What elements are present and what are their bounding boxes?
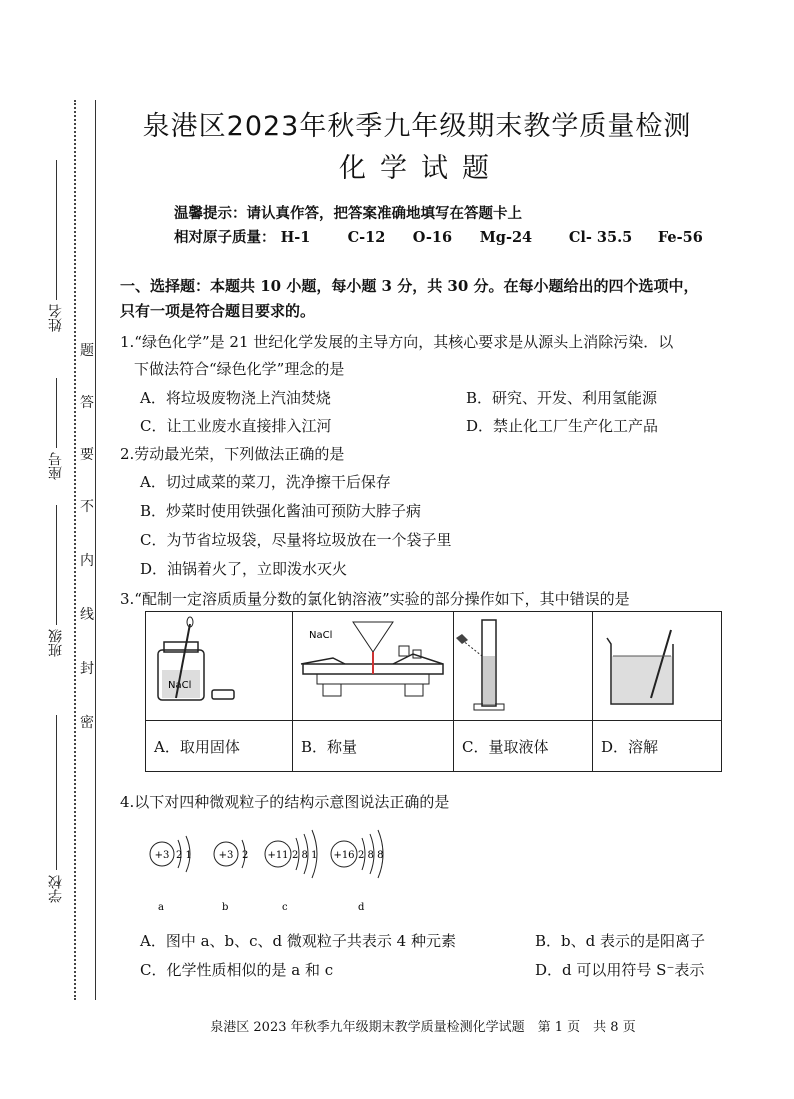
q3-option-d[interactable]: D．溶解 [593, 721, 722, 772]
tip-text: 温馨提示：请认真作答，把答案准确地填写在答题卡上 [174, 205, 522, 222]
bottle-label: NaCl [168, 680, 192, 691]
graduated-cylinder-icon [454, 612, 592, 716]
seal-char-nei: 内 [80, 553, 94, 569]
q1-stem-line1: 1.“绿色化学”是 21 世纪化学发展的主导方向，其核心要求是从源头上消除污染．以 [120, 333, 674, 351]
exam-title: 泉港区2023年秋季九年级期末教学质量检测 [142, 111, 692, 142]
q1-stem-line2: 下做法符合“绿色化学”理念的是 [134, 360, 345, 378]
q2-stem: 2.劳动最光荣，下列做法正确的是 [120, 445, 345, 463]
q1-option-d[interactable]: D．禁止化工厂生产化工产品 [466, 417, 659, 435]
q3-option-b[interactable]: B．称量 [293, 721, 454, 772]
seal-char-ti: 题 [80, 343, 94, 359]
name-field[interactable] [48, 160, 64, 340]
q3-option-a[interactable]: A．取用固体 [146, 721, 293, 772]
q2-option-a[interactable]: A．切过咸菜的菜刀，洗净擦干后保存 [140, 473, 391, 491]
q3-apparatus-table [145, 611, 722, 772]
particle-b-nucleus: +3 [218, 850, 234, 861]
class-field[interactable] [48, 505, 64, 675]
particle-a-nucleus: +3 [154, 850, 170, 861]
q4-option-b[interactable]: B．b、d 表示的是阳离子 [535, 932, 705, 950]
q3-cell-a-image [146, 612, 293, 721]
q3-stem: 3.“配制一定溶质质量分数的氯化钠溶液”实验的部分操作如下，其中错误的是 [120, 590, 630, 608]
q4-option-c[interactable]: C．化学性质相似的是 a 和 c [140, 961, 334, 979]
binding-dotted-line [74, 100, 76, 1000]
seal-char-da: 答 [80, 395, 94, 411]
atomic-mass-label: 相对原子质量： [174, 229, 276, 246]
q1-option-a[interactable]: A．将垃圾废物浇上汽油焚烧 [140, 389, 331, 407]
particle-d-nucleus: +16 [333, 850, 355, 861]
particle-c [265, 830, 317, 913]
particle-a-electrons: 2 1 [176, 850, 192, 861]
subject-title: 化学试题 [339, 153, 503, 184]
balance-scale-icon [293, 612, 453, 716]
particle-d-electrons: 2 8 8 [358, 850, 384, 861]
particle-c-electrons: 2 8 1 [292, 850, 318, 861]
atomic-mass-row [174, 226, 703, 247]
q1-option-b[interactable]: B．研究、开发、利用氢能源 [466, 389, 658, 407]
q3-cell-b-image [293, 612, 454, 721]
school-field[interactable] [48, 715, 64, 915]
seat-underline [56, 378, 57, 448]
q2-option-b[interactable]: B．炒菜时使用铁强化酱油可预防大脖子病 [140, 502, 422, 520]
particle-c-letter: c [282, 902, 288, 913]
solid-reagent-bottle-icon [146, 612, 292, 716]
seal-char-bu: 不 [80, 499, 94, 515]
page-footer: 泉港区 2023 年秋季九年级期末教学质量检测化学试题 第 1 页 共 8 页 [210, 1020, 636, 1035]
name-label: 姓名 [48, 304, 64, 332]
school-underline [56, 715, 57, 870]
seat-field[interactable] [48, 378, 64, 488]
class-underline [56, 505, 57, 625]
q4-option-d[interactable]: D．d 可以用符号 S⁻表示 [535, 961, 705, 979]
q4-option-a[interactable]: A．图中 a、b、c、d 微观粒子共表示 4 种元素 [140, 932, 456, 950]
particle-b-letter: b [222, 902, 229, 913]
particle-diagrams [140, 818, 400, 918]
seal-char-mi: 密 [80, 715, 94, 731]
atomic-mass-mg: Mg-24 [479, 229, 533, 246]
atomic-mass-fe: Fe-56 [657, 229, 703, 246]
particle-a [150, 836, 192, 913]
q3-cell-d-image [593, 612, 722, 721]
q2-option-d[interactable]: D．油锅着火了，立即泼水灭火 [140, 560, 348, 578]
balance-label: NaCl [309, 630, 333, 641]
section1-heading-line2: 只有一项是符合题目要求的。 [120, 302, 316, 320]
q4-stem: 4.以下对四种微观粒子的结构示意图说法正确的是 [120, 793, 450, 811]
q3-option-c[interactable]: C．量取液体 [454, 721, 593, 772]
particle-b [214, 840, 248, 913]
atomic-mass-cl: Cl- 35.5 [568, 229, 633, 246]
seat-label: 座号 [48, 452, 64, 480]
q1-option-c[interactable]: C．让工业废水直接排入江河 [140, 417, 332, 435]
seal-char-xian: 线 [80, 607, 94, 623]
particle-d-letter: d [358, 902, 365, 913]
school-label: 学校 [48, 875, 64, 903]
q2-option-c[interactable]: C．为节省垃圾袋，尽量将垃圾放在一个袋子里 [140, 531, 452, 549]
atomic-mass-c: C-12 [347, 229, 386, 246]
particle-c-nucleus: +11 [267, 850, 289, 861]
beaker-stirring-icon [593, 612, 721, 716]
particle-a-letter: a [158, 902, 164, 913]
binding-solid-line [95, 100, 96, 1000]
particle-b-electrons: 2 [242, 850, 249, 861]
atomic-mass-h: H-1 [280, 229, 311, 246]
class-label: 班级 [48, 629, 64, 657]
seal-char-feng: 封 [80, 661, 94, 677]
particle-d [331, 830, 383, 913]
seal-char-yao: 要 [80, 447, 94, 463]
q3-cell-c-image [454, 612, 593, 721]
atomic-mass-o: O-16 [412, 229, 453, 246]
section1-heading-line1: 一、选择题：本题共 10 小题，每小题 3 分，共 30 分。在每小题给出的四个选项中， [120, 277, 699, 295]
